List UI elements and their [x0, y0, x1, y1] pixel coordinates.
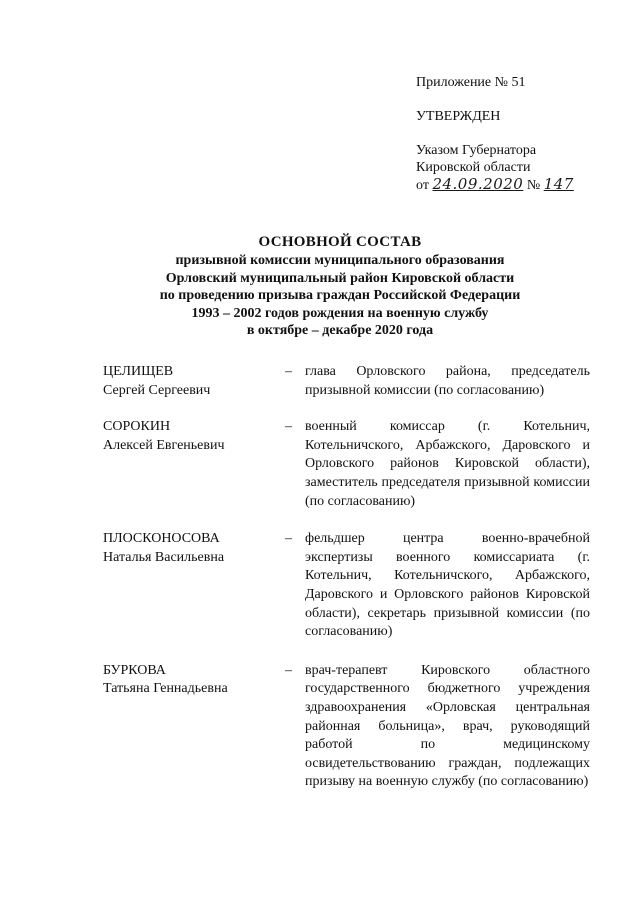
- member-given-name: Татьяна Геннадьевна: [103, 681, 228, 697]
- decree-line-1: Указом Губернатора: [416, 143, 537, 158]
- member-role: глава Орловского района, председатель призывной комиссии (по согласованию): [305, 364, 590, 398]
- date-prefix: от: [416, 178, 429, 193]
- member-role: военный комиссар (г. Котельнич, Котельничского, Арбажского, Даровского и Орловского районов Кировской области), заместитель председателя призывной комиссии (по согласованию): [305, 419, 590, 509]
- handwritten-number: 147: [543, 175, 574, 193]
- handwritten-date: 24.09.2020: [432, 175, 524, 193]
- number-sign: №: [526, 178, 541, 193]
- member-name: [103, 418, 285, 511]
- title-line-2: Орловский муниципальный район Кировской области: [165, 270, 515, 286]
- title-line-4: 1993 – 2002 годов рождения на военную службу: [191, 305, 489, 321]
- member-dash: –: [285, 364, 292, 379]
- appendix-number: Приложение № 51: [416, 75, 526, 90]
- member-given-name: Сергей Сергеевич: [103, 382, 211, 398]
- member-given-name: Наталья Васильевна: [103, 549, 225, 565]
- title-main: ОСНОВНОЙ СОСТАВ: [258, 234, 422, 250]
- decree-date-line: [416, 176, 626, 194]
- member-name: [103, 662, 285, 792]
- title-line-1: призывной комиссии муниципального образования: [175, 253, 505, 268]
- title-line-3: по проведению призыва граждан Российской Федерации: [159, 288, 521, 303]
- title-line-5: в октябре – декабре 2020 года: [246, 323, 434, 338]
- member-surname: ПЛОСКОНОСОВА: [103, 531, 220, 547]
- member-row: [103, 418, 590, 511]
- members-list: [103, 363, 590, 792]
- approved-label: УТВЕРЖДЕН: [416, 109, 501, 124]
- member-dash: –: [285, 419, 292, 435]
- member-given-name: Алексей Евгеньевич: [103, 437, 225, 453]
- member-row: [103, 662, 590, 792]
- document-title: [90, 233, 590, 340]
- member-name: [103, 363, 285, 400]
- member-dash: –: [285, 531, 292, 547]
- member-role: врач-терапевт Кировского областного государственного бюджетного учреждения здравоохранения «Орловская центральная районная больница», врач, руководящий работой по медицинскому освидетельствованию граждан, подлежащих призыву на военную службу (по согласованию): [305, 662, 590, 790]
- member-dash: –: [285, 662, 292, 678]
- member-name: [103, 530, 285, 642]
- member-role: фельдшер центра военно-врачебной экспертизы военного комиссариата (г. Котельнич, Котельничского, Арбажского, Даровского и Орловского районов Кировской области), секретарь призывной комиссии (по согласованию): [305, 531, 590, 640]
- member-surname: ЦЕЛИЩЕВ: [103, 364, 174, 379]
- decree-line-2: Кировской области: [416, 160, 531, 175]
- approval-block: [416, 74, 626, 194]
- member-row: [103, 363, 590, 400]
- member-surname: БУРКОВА: [103, 662, 166, 678]
- member-row: [103, 530, 590, 642]
- member-surname: СОРОКИН: [103, 419, 171, 435]
